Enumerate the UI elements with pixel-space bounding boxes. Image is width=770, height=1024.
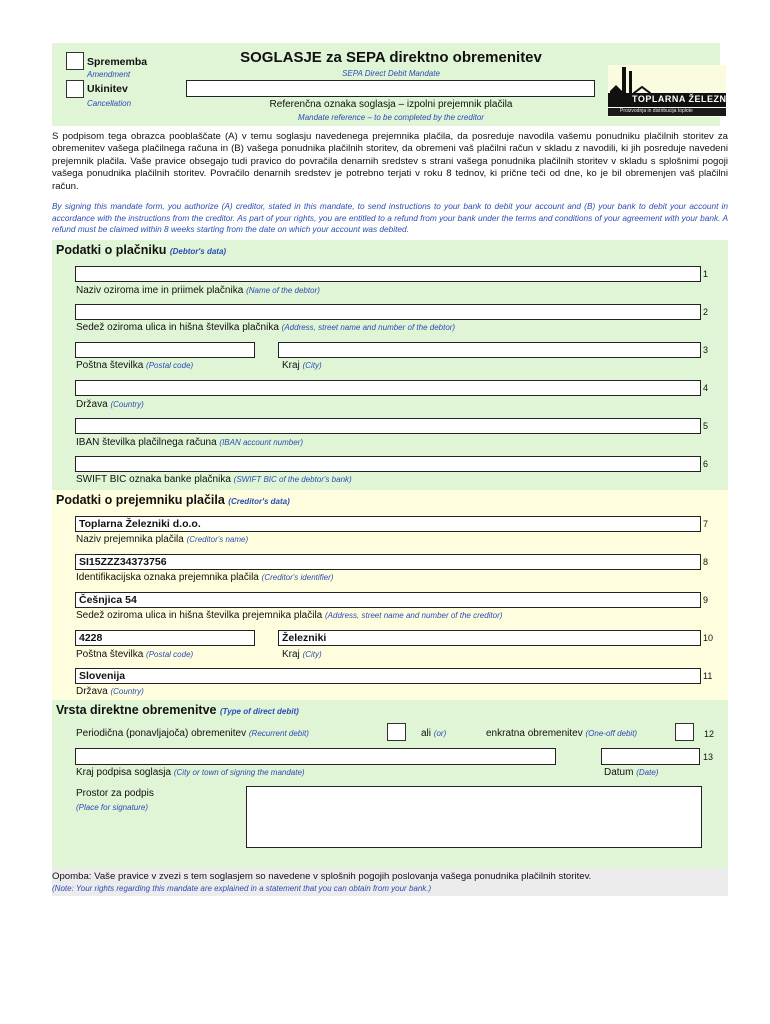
creditor-section-title: [56, 493, 290, 507]
field-number-4: 4: [703, 383, 709, 393]
or-label-en: (or): [433, 729, 447, 738]
signature-box[interactable]: [246, 786, 702, 848]
intro-text-en: By signing this mandate form, you authorize (A) creditor, stated in this mandate, to send instructions to your bank to debit your account and (B) your bank to debit your account in accordance with the instructions from the creditor. As part of your rights, you are entitled to a refund from your bank under the terms and conditions of your agreement with your bank. A refund must be claimed within 8 weeks starting from the date on which your account was debited.: [52, 201, 728, 235]
form-title: SOGLASJE za SEPA direktno obremenitev: [240, 49, 542, 66]
creditor-postal-label-sl: Poštna številka: [76, 649, 144, 660]
debtor-iban-label-en: (IBAN account number): [219, 438, 304, 447]
debtor-title-en: (Debtor's data): [169, 247, 227, 256]
debtor-swift-label-sl: SWIFT BIC oznaka banke plačnika: [76, 474, 231, 485]
creditor-identifier-label: [76, 572, 333, 583]
cancellation-label: Ukinitev: [87, 83, 128, 95]
cancellation-label-en: Cancellation: [87, 99, 132, 108]
or-label: [421, 728, 446, 739]
field-number-3: 3: [703, 345, 709, 355]
creditor-postal-label-en: (Postal code): [146, 650, 194, 659]
oneoff-debit-label-en: (One-off debit): [585, 729, 638, 738]
creditor-country-label-sl: Država: [76, 686, 108, 697]
debit-type-section-title: [56, 703, 299, 717]
debtor-iban-input[interactable]: [75, 418, 701, 434]
debtor-address-label: [76, 322, 455, 333]
or-label-sl: ali: [421, 728, 432, 739]
debtor-postal-label: [76, 360, 193, 371]
amendment-label: Sprememba: [87, 56, 148, 68]
signing-place-label-sl: Kraj podpisa soglasja: [76, 767, 172, 778]
debtor-address-label-sl: Sedež oziroma ulica in hišna številka plačnika: [76, 322, 279, 333]
footer-note-sl: Opomba: Vaše pravice v zvezi s tem soglasjem so navedene v splošnih pogojih poslovanja vašega ponudnika plačilnih storitev.: [52, 871, 592, 882]
debtor-iban-label: [76, 437, 303, 448]
debtor-postal-label-en: (Postal code): [146, 361, 194, 370]
debtor-name-label: [76, 285, 320, 296]
oneoff-debit-label-sl: enkratna obremenitev: [486, 728, 583, 739]
signature-label-en: (Place for signature): [76, 803, 149, 812]
creditor-city-input[interactable]: Železniki: [278, 630, 701, 646]
debtor-country-label-sl: Država: [76, 399, 108, 410]
field-number-5: 5: [703, 421, 709, 431]
signature-label: Prostor za podpis: [76, 788, 154, 799]
creditor-name-label-sl: Naziv prejemnika plačila: [76, 534, 184, 545]
creditor-country-label-en: (Country): [110, 687, 144, 696]
creditor-name-label: [76, 534, 248, 545]
creditor-country-input[interactable]: Slovenija: [75, 668, 701, 684]
debtor-city-label-en: (City): [302, 361, 322, 370]
mandate-reference-input[interactable]: [186, 80, 595, 97]
creditor-identifier-label-sl: Identifikacijska oznaka prejemnika plačila: [76, 572, 259, 583]
creditor-identifier-label-en: (Creditor's identifier): [261, 573, 334, 582]
signing-place-label: [76, 767, 305, 778]
debtor-city-label-sl: Kraj: [282, 360, 300, 371]
creditor-address-label: [76, 610, 502, 621]
debtor-iban-label-sl: IBAN številka plačilnega računa: [76, 437, 217, 448]
signing-date-label: [604, 767, 658, 778]
creditor-postal-input[interactable]: 4228: [75, 630, 255, 646]
debtor-name-input[interactable]: [75, 266, 701, 282]
intro-text-sl: S podpisom tega obrazca pooblaščate (A) v temu soglasju navedenega prejemnika plačila, da posreduje navodila vašemu ponudniku plačilnih storitev za obremenitev vašega plačilnega računa in (B) vašega ponudnika plačilnih storitev, da obremeni vaš plačilni račun v skladu z navodili, ki jih posreduje navedeni prejemnik plačila. Vaše pravice obsegajo tudi pravico do povračila denarnih sredstev s strani vašega ponudnika plačilnih storitev v skladu s splošnimi pogoji vašega ponudnika plačilnih storitev. Povračilo denarnih sredstev je potrebno terjati v roku 8 tednov, ki prične teči od dne, ko je bil obremenjen vaš plačilni račun.: [52, 131, 728, 192]
field-number-11: 11: [703, 671, 713, 681]
creditor-title-en: (Creditor's data): [228, 497, 290, 506]
debtor-address-label-en: (Address, street name and number of the debtor): [281, 323, 456, 332]
amendment-checkbox[interactable]: [66, 52, 84, 70]
creditor-postal-label: [76, 649, 193, 660]
creditor-city-label-en: (City): [302, 650, 322, 659]
field-number-2: 2: [703, 307, 709, 317]
field-number-10: 10: [703, 633, 714, 643]
creditor-address-label-en: (Address, street name and number of the creditor): [325, 611, 503, 620]
signing-place-input[interactable]: [75, 748, 556, 765]
creditor-address-label-sl: Sedež oziroma ulica in hišna številka prejemnika plačila: [76, 610, 323, 621]
creditor-city-label: [282, 649, 322, 660]
debtor-name-label-en: (Name of the debtor): [246, 286, 320, 295]
debtor-title: Podatki o plačniku: [56, 243, 167, 257]
debtor-section-title: [56, 243, 226, 257]
recurrent-debit-label-en: (Recurrent debit): [248, 729, 309, 738]
creditor-title: Podatki o prejemniku plačila: [56, 493, 225, 507]
debtor-city-label: [282, 360, 322, 371]
field-number-6: 6: [703, 459, 709, 469]
creditor-country-label: [76, 686, 144, 697]
form-title-en: SEPA Direct Debit Mandate: [342, 69, 440, 78]
signing-date-label-en: (Date): [636, 768, 659, 777]
debtor-postal-label-sl: Poštna številka: [76, 360, 144, 371]
debtor-address-input[interactable]: [75, 304, 701, 320]
debtor-postal-input[interactable]: [75, 342, 255, 358]
field-number-12: 12: [704, 729, 715, 739]
mandate-reference-label: Referenčna oznaka soglasja – izpolni prejemnik plačila: [269, 99, 513, 110]
field-number-9: 9: [703, 595, 709, 605]
debit-type-title-en: (Type of direct debit): [219, 707, 299, 716]
creditor-address-input[interactable]: Češnjica 54: [75, 592, 701, 608]
debtor-name-label-sl: Naziv oziroma ime in priimek plačnika: [76, 285, 244, 296]
debtor-swift-label: [76, 474, 352, 485]
signing-place-label-en: (City or town of signing the mandate): [173, 768, 305, 777]
company-logo: [608, 65, 740, 117]
oneoff-debit-checkbox[interactable]: [675, 723, 694, 741]
creditor-identifier-input[interactable]: SI15ZZZ34373756: [75, 554, 701, 570]
recurrent-debit-label-sl: Periodična (ponavljajoča) obremenitev: [76, 728, 247, 739]
debtor-swift-input[interactable]: [75, 456, 701, 472]
creditor-name-label-en: (Creditor's name): [186, 535, 249, 544]
signing-date-input[interactable]: [601, 748, 700, 765]
debtor-country-label: [76, 399, 144, 410]
debtor-swift-label-en: (SWIFT BIC of the debtor's bank): [233, 475, 352, 484]
debtor-country-label-en: (Country): [110, 400, 144, 409]
debit-type-title: Vrsta direktne obremenitve: [56, 703, 217, 717]
field-number-7: 7: [703, 519, 709, 529]
field-number-8: 8: [703, 557, 709, 567]
logo-name: TOPLARNA ŽELEZNIKI: [632, 94, 740, 104]
field-number-1: 1: [703, 269, 709, 279]
signing-date-label-sl: Datum: [604, 767, 634, 778]
mandate-reference-label-en: Mandate reference – to be completed by the creditor: [298, 113, 484, 122]
cancellation-checkbox[interactable]: [66, 80, 84, 98]
creditor-name-input[interactable]: Toplarna Železniki d.o.o.: [75, 516, 701, 532]
creditor-city-label-sl: Kraj: [282, 649, 300, 660]
recurrent-debit-label: [76, 728, 309, 739]
amendment-label-en: Amendment: [87, 70, 131, 79]
oneoff-debit-label: [486, 728, 637, 739]
debtor-country-input[interactable]: [75, 380, 701, 396]
debtor-city-input[interactable]: [278, 342, 701, 358]
footer-note-en: (Note: Your rights regarding this mandate are explained in a statement that you can obtain from your bank.): [52, 884, 432, 893]
field-number-13: 13: [703, 752, 714, 762]
logo-tagline: Proizvodnja in distribucija toplote: [620, 108, 693, 114]
recurrent-debit-checkbox[interactable]: [387, 723, 406, 741]
